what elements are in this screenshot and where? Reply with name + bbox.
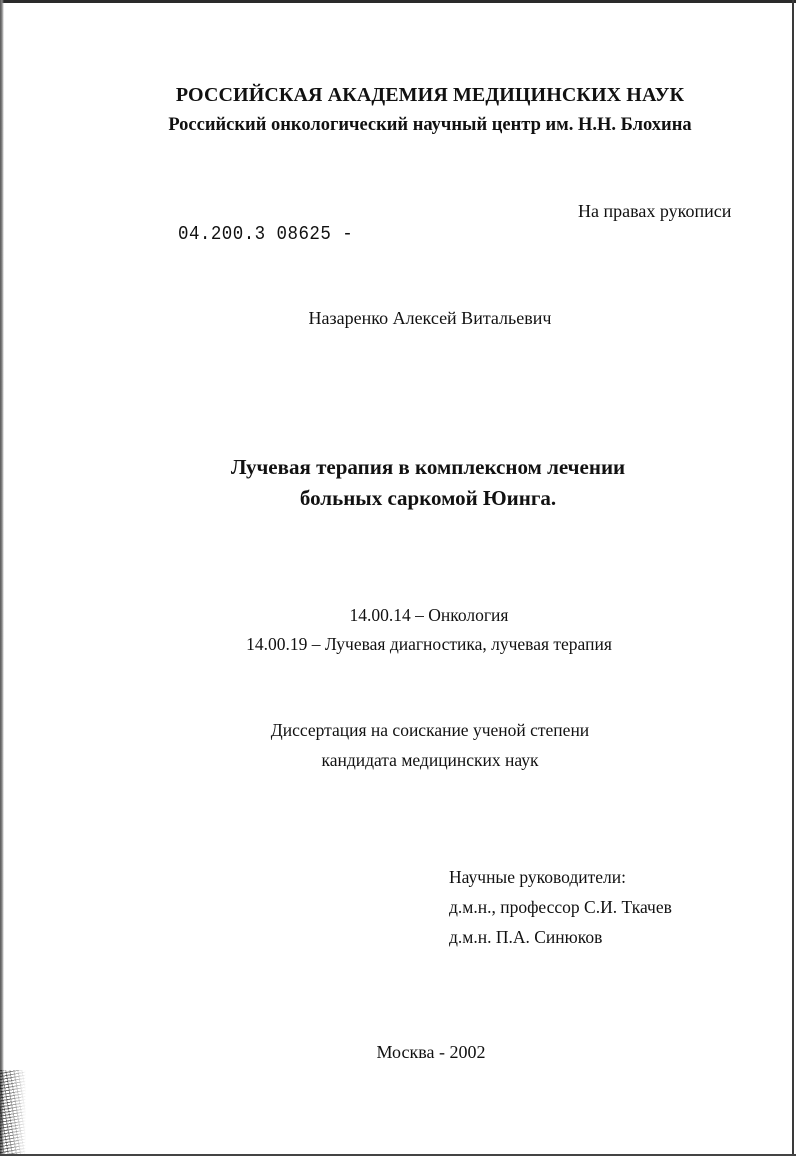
dissertation-type-line-2: кандидата медицинских наук — [321, 750, 539, 770]
academy-name: РОССИЙСКАЯ АКАДЕМИЯ МЕДИЦИНСКИХ НАУК — [175, 84, 685, 106]
author-name: Назаренко Алексей Витальевич — [308, 308, 552, 328]
thesis-title-line-2: больных саркомой Юинга. — [299, 486, 557, 510]
advisor-2: д.м.н. П.А. Синюков — [449, 927, 603, 947]
advisors-heading: Научные руководители: — [449, 867, 626, 887]
scan-noise — [0, 1070, 26, 1156]
manuscript-rights-note: На правах рукописи — [578, 201, 732, 221]
scan-edge-left — [0, 0, 4, 1156]
registration-stamp: 04.200.3 08625 - — [178, 223, 354, 245]
specialty-code-1: 14.00.14 – Онкология — [349, 605, 509, 625]
place-and-year: Москва - 2002 — [376, 1042, 486, 1062]
scan-edge-top — [0, 0, 796, 3]
dissertation-type-line-1: Диссертация на соискание ученой степени — [270, 720, 590, 740]
institution-name: Российский онкологический научный центр им. Н.Н. Блохина — [168, 115, 692, 135]
scan-edge-right — [792, 0, 794, 1156]
specialty-code-2: 14.00.19 – Лучевая диагностика, лучевая терапия — [246, 634, 612, 654]
thesis-title-line-1: Лучевая терапия в комплексном лечении — [230, 455, 626, 479]
advisor-1: д.м.н., профессор С.И. Ткачев — [449, 897, 672, 917]
